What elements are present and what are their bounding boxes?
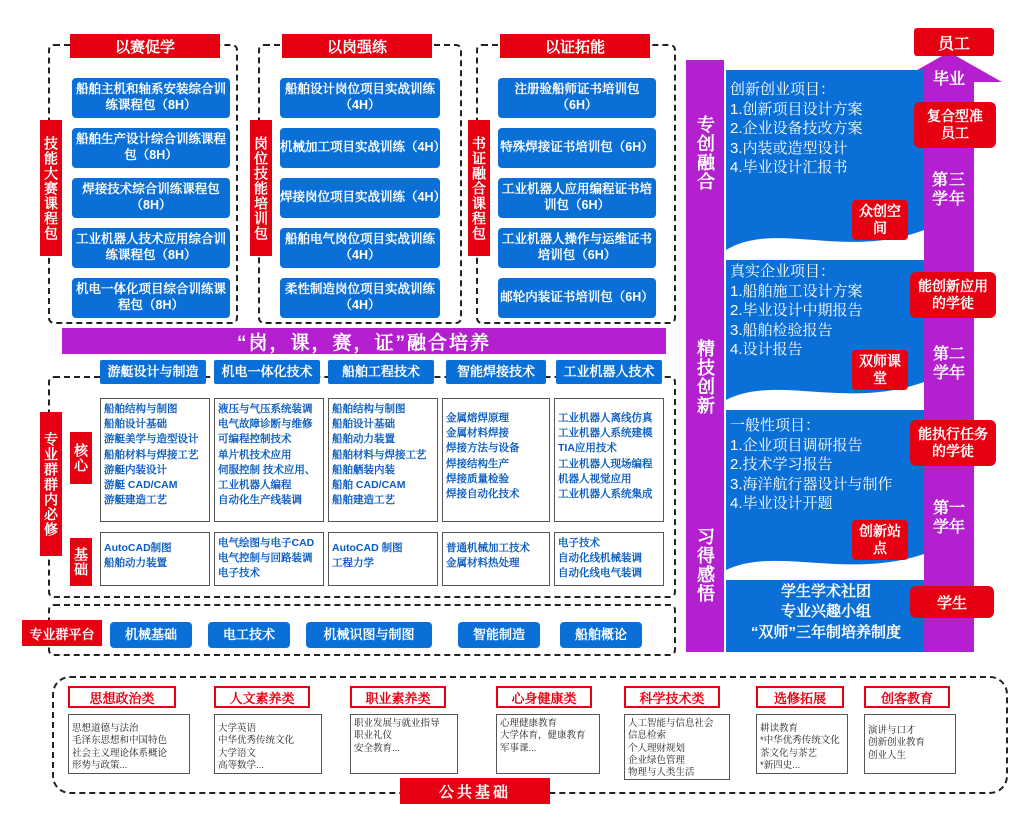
project-line: 1.创新项目设计方案 (730, 100, 863, 118)
public-line: 毛泽东思想和中国特色 (72, 735, 168, 747)
year-one-label: 第一学年 (932, 499, 965, 536)
fusion-banner-text: “岗，课，赛，证”融合培养 (236, 332, 491, 354)
project-innovation-text (730, 80, 920, 178)
core-item: 液压与气压系统装调 (218, 403, 313, 415)
public-group-box (496, 714, 600, 774)
column-label-integration: 专创融合 (695, 115, 715, 191)
base-item: 电子技术 (218, 567, 260, 580)
post-package-1: 船舶设计岗位项目实战训练（4H） (280, 78, 440, 118)
public-group-title: 人文素养类 (214, 686, 310, 708)
public-line: 大学语文 (218, 747, 257, 759)
public-line: 物理与人类生活 (628, 767, 695, 779)
public-group-box (864, 714, 956, 774)
public-line: 茶文化与茶艺 (760, 747, 818, 759)
platform-label: 专业群平台 (22, 620, 102, 646)
public-group-box (756, 714, 848, 774)
project-title: 一般性项目： (730, 417, 821, 434)
badge-innovation-station: 创新站点 (852, 520, 908, 560)
public-line: 思想道德与法治 (72, 723, 139, 734)
core-box-robot (554, 398, 664, 522)
project-line: 1.企业项目调研报告 (730, 436, 863, 454)
public-line: 心理健康教育 (500, 718, 558, 729)
major-header-yacht: 游艇设计与制造 (100, 360, 206, 384)
public-group-box (624, 714, 730, 780)
core-item: 船舶设计基础 (332, 418, 395, 431)
project-line: 4.毕业设计开题 (730, 495, 833, 512)
core-item: 船舶舾装内装 (332, 463, 395, 476)
base-box-robot (554, 532, 664, 586)
top-left-side-label: 技能大赛课程包 (40, 120, 62, 256)
core-box-yacht (100, 398, 210, 522)
skill-package-3: 焊接技术综合训练课程包（8H） (72, 178, 230, 218)
core-item: 伺服控制 技术应用、 (218, 463, 316, 476)
public-line: 耕读教育 (760, 723, 799, 734)
project-title: 真实企业项目： (730, 263, 836, 280)
project-line: 4.设计报告 (730, 341, 803, 358)
project-line: 1.船舶施工设计方案 (730, 282, 863, 300)
project-line: 3.船舶检验报告 (730, 321, 833, 339)
top-mid-side-label: 岗位技能培训包 (250, 120, 272, 256)
base-box-ship (328, 532, 438, 586)
top-left-title: 以赛促学 (70, 34, 220, 58)
core-box-mechatronics (214, 398, 324, 522)
public-group-title: 创客教育 (864, 686, 950, 708)
base-item: AutoCAD 制图 (332, 542, 403, 554)
core-item: 焊接自动化技术 (446, 488, 520, 501)
core-item: 工业机器人离线仿真 (558, 412, 653, 424)
public-group-title: 思想政治类 (68, 686, 176, 708)
base-item: 普通机械加工技术 (446, 542, 530, 554)
role-innovative-apprentice: 能创新应用的学徒 (910, 272, 996, 318)
project-line: 4.毕业设计汇报书 (730, 159, 848, 176)
public-line: 中华优秀传统文化 (218, 735, 295, 747)
skill-package-5: 机电一体化项目综合训练课程包（8H） (72, 278, 230, 318)
core-item: 工业机器人系统集成 (558, 488, 653, 501)
base-item: 金属材料热处理 (446, 557, 520, 570)
core-item: 船舶材料与焊接工艺 (104, 448, 199, 461)
base-item: AutoCAD制图 (104, 542, 172, 554)
core-item: 可编程控制技术 (218, 433, 292, 446)
public-line: 形势与政策... (72, 760, 128, 772)
public-line: 大学英语 (218, 723, 257, 734)
cert-package-4: 工业机器人操作与运维证书培训包（6H） (498, 228, 656, 268)
public-line: *新四史... (760, 760, 801, 772)
role-compound-employee: 复合型准员工 (914, 102, 996, 148)
role-employee: 员工 (914, 28, 994, 56)
cert-package-3: 工业机器人应用编程证书培训包（6H） (498, 178, 656, 218)
base-item: 工程力学 (332, 557, 374, 570)
role-student: 学生 (910, 586, 994, 618)
public-group-title: 职业素养类 (350, 686, 446, 708)
post-package-5: 柔性制造岗位项目实战训练（4H） (280, 278, 440, 318)
cert-package-1: 注册验船师证书培训包（6H） (498, 78, 656, 118)
major-header-mechatronics: 机电一体化技术 (214, 360, 320, 384)
badge-makerspace: 众创空间 (852, 200, 908, 240)
public-line: 大学体育，健康教育 (500, 730, 586, 742)
base-box-mechatronics (214, 532, 324, 586)
platform-item-5: 船舶概论 (560, 622, 642, 648)
year-two-label: 第二学年 (932, 345, 965, 382)
base-item: 电子技术 (558, 537, 600, 549)
core-item: 游艇美学与造型设计 (104, 433, 199, 446)
foundation-line: 学生学术社团 (780, 583, 871, 600)
core-item: 船舶动力装置 (332, 433, 395, 446)
core-item: TIA应用技术 (558, 442, 617, 455)
foundation-text (728, 582, 924, 643)
base-item: 自动化线机械装调 (558, 552, 642, 565)
public-line: 演讲与口才 (868, 725, 916, 736)
role-capable-apprentice: 能执行任务的学徒 (910, 420, 996, 466)
major-header-ship: 船舶工程技术 (328, 360, 434, 384)
public-group-title: 心身健康类 (496, 686, 592, 708)
public-group-box (68, 714, 190, 774)
platform-item-2: 电工技术 (208, 622, 290, 648)
project-line: 2.技术学习报告 (730, 456, 833, 473)
public-line: 高等数学... (218, 760, 264, 772)
public-group-box (214, 714, 322, 774)
public-foundation-label: 公共基础 (400, 778, 550, 804)
project-general-text (730, 416, 922, 514)
project-title: 创新创业项目： (730, 81, 836, 98)
core-item: 船舶材料与焊接工艺 (332, 448, 427, 461)
public-line: 军事课... (500, 742, 537, 754)
post-package-4: 船舶电气岗位项目实战训练（4H） (280, 228, 440, 268)
post-package-2: 机械加工项目实战训练（4H） (280, 128, 440, 168)
core-item: 焊接结构生产 (446, 457, 509, 470)
public-line: 信息检索 (628, 730, 667, 742)
core-item: 游艇 CAD/CAM (104, 479, 178, 492)
core-item: 船舶结构与制图 (104, 403, 178, 415)
public-line: *中华优秀传统文化 (760, 735, 840, 747)
public-line: 企业绿色管理 (628, 755, 686, 767)
core-item: 船舶建造工艺 (332, 494, 395, 507)
skill-package-2: 船舶生产设计综合训练课程包（8H） (72, 128, 230, 168)
top-mid-title: 以岗强练 (282, 34, 432, 58)
platform-item-4: 智能制造 (458, 622, 540, 648)
base-item: 自动化线电气装调 (558, 567, 642, 580)
core-box-ship (328, 398, 438, 522)
public-group-box (350, 714, 458, 774)
public-group-title: 选修拓展 (756, 686, 844, 708)
major-header-welding: 智能焊接技术 (446, 360, 546, 384)
badge-dual-teacher: 双师课堂 (852, 350, 908, 390)
core-item: 船舶结构与制图 (332, 403, 406, 415)
base-box-yacht (100, 532, 210, 586)
base-item: 电气绘图与电子CAD (218, 537, 315, 549)
core-item: 游艇建造工艺 (104, 494, 167, 507)
top-right-title: 以证拓能 (500, 34, 650, 58)
skill-package-4: 工业机器人技术应用综合训练课程包（8H） (72, 228, 230, 268)
core-item: 工业机器人现场编程 (558, 457, 653, 470)
core-item: 船舶设计基础 (104, 418, 167, 431)
public-line: 安全教育... (354, 742, 400, 754)
base-box-welding (442, 532, 550, 586)
foundation-line: 专业兴趣小组 (780, 603, 871, 621)
role-graduation: 毕业 (932, 70, 965, 88)
column-label-reflection: 习得感悟 (695, 527, 715, 603)
core-label: 核心 (70, 432, 92, 484)
core-item: 工业机器人系统建模 (558, 427, 653, 440)
core-item: 船舶 CAD/CAM (332, 479, 406, 492)
foundation-line: “双师”三年制培养制度 (750, 623, 901, 641)
core-item: 游艇内装设计 (104, 463, 167, 476)
year-three-label: 第三学年 (932, 171, 967, 208)
project-line: 2.企业设备技改方案 (730, 120, 863, 137)
project-line: 3.内装或造型设计 (730, 139, 848, 157)
base-item: 电气控制与回路装调 (218, 552, 313, 565)
major-header-robot: 工业机器人技术 (556, 360, 662, 384)
core-box-welding (442, 398, 550, 522)
base-item: 船舶动力装置 (104, 557, 167, 570)
project-line: 2.毕业设计中期报告 (730, 302, 863, 319)
cert-package-5: 邮轮内装证书培训包（6H） (498, 278, 656, 318)
top-right-side-label: 书证融合课程包 (468, 120, 490, 256)
core-item: 焊接质量检验 (446, 472, 509, 485)
project-real-text (730, 262, 920, 360)
project-line: 3.海洋航行器设计与制作 (730, 475, 893, 493)
core-item: 自动化生产线装调 (218, 494, 302, 507)
core-item: 焊接方法与设备 (446, 442, 520, 455)
public-line: 职业发展与就业指导 (354, 718, 440, 729)
public-line: 个人理财规划 (628, 742, 686, 754)
cert-package-2: 特殊焊接证书培训包（6H） (498, 128, 656, 168)
core-item: 单片机技术应用 (218, 448, 292, 461)
core-item: 机器人视觉应用 (558, 472, 632, 485)
fusion-banner (62, 328, 666, 354)
core-item: 金属熔焊原理 (446, 412, 509, 424)
skill-package-1: 船舶主机和轴系安装综合训练课程包（8H） (72, 78, 230, 118)
public-line: 创业人生 (868, 749, 907, 761)
public-line: 职业礼仪 (354, 730, 393, 742)
base-label: 基础 (70, 538, 92, 586)
majors-side-label: 专业群群内必修 (40, 412, 62, 556)
core-item: 工业机器人编程 (218, 479, 292, 492)
core-item: 金属材料焊接 (446, 427, 509, 440)
public-line: 创新创业教育 (868, 737, 926, 749)
public-line: 人工智能与信息社会 (628, 718, 714, 729)
public-line: 社会主义理论体系概论 (72, 747, 168, 759)
column-label-innovation: 精技创新 (695, 339, 715, 415)
platform-item-3: 机械识图与制图 (306, 622, 432, 648)
public-group-title: 科学技术类 (624, 686, 720, 708)
platform-item-1: 机械基础 (110, 622, 192, 648)
core-item: 电气故障诊断与维修 (218, 418, 313, 431)
post-package-3: 焊接岗位项目实战训练（4H） (280, 178, 440, 218)
